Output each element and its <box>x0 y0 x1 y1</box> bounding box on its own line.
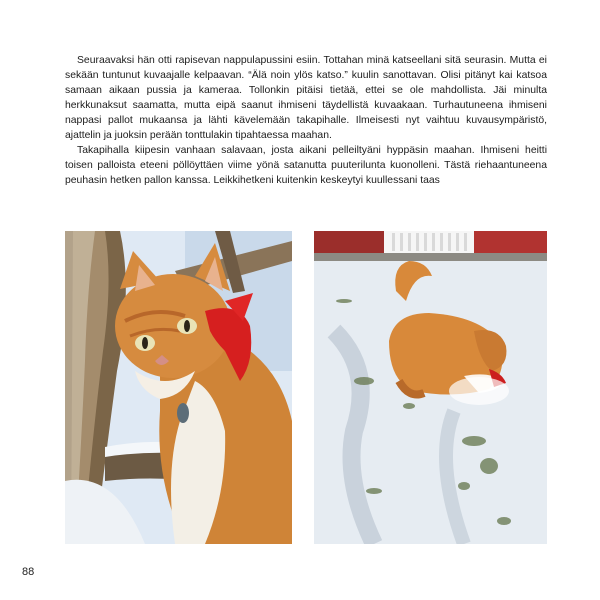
paragraph-2: Takapihalla kiipesin vanhaan salavaan, josta aikani pelleiltyäni hyppäsin maahan. Ihmiseni heitti toisen palloista eteeni pöllöyttäen viime yönä satanutta puuterilunta kuonolleni. Tästä riehaantuneena peuhasin hetken pallon kanssa. Leikkihetkeni kuitenkin keskeytyi kuullessani taas <box>65 145 547 186</box>
body-text <box>65 53 547 188</box>
cat-in-tree-photo <box>65 231 292 544</box>
cat-in-snow-photo <box>314 231 547 544</box>
paragraph-1: Seuraavaksi hän otti rapisevan nappulapussini esiin. Tottahan minä katseellani sitä seurasin. Mutta ei sekään tuntunut kuvaajalle kelpaavan. “Älä noin ylös katso.” kuulin sanottavan. Olisi pitänyt kai katsoa samaan aikaan pussia ja kameraa. Tollonkin pitäisi tietää, ettei se ole mahdollista. Jäi minulta herkkunaksut saamatta, mutta eipä saanut ihmiseni täydellistä kuvaakaan. Turhautuneena ihmiseni nappasi pallot mukaansa ja lähti kävelemään takapihalle. Ilmeisesti nyt vaihtuu kuvausympäristö, ajattelin ja juoksin perään tonttulakin tipahtaessa maahan. <box>65 55 547 141</box>
page-number: 88 <box>22 566 35 578</box>
